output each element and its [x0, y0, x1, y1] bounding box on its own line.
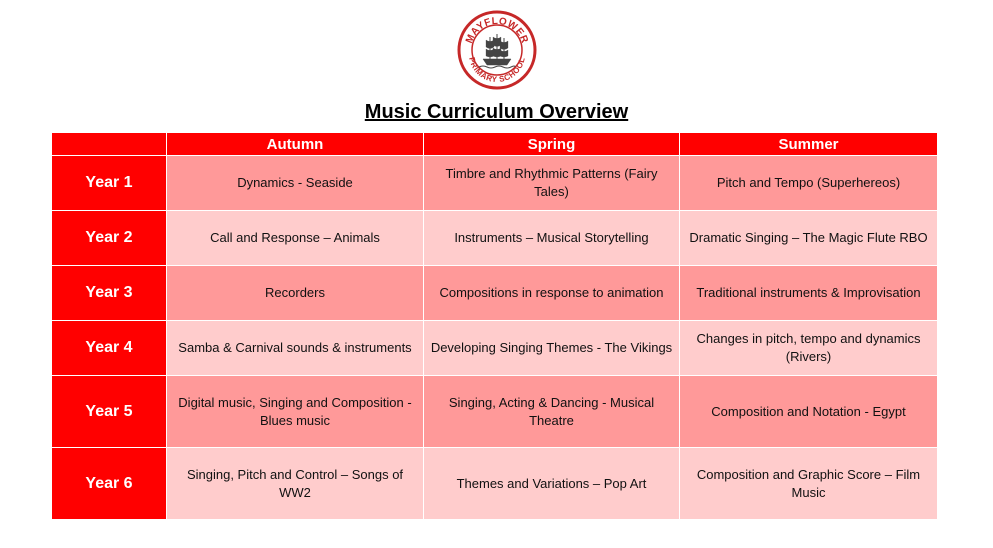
row-header-year: Year 5	[52, 376, 167, 448]
table-row	[52, 266, 938, 321]
header-row	[52, 133, 938, 156]
column-header-autumn: Autumn	[167, 133, 424, 156]
row-header-year: Year 3	[52, 266, 167, 321]
spring-topic-cell: Developing Singing Themes - The Vikings	[424, 321, 680, 376]
table-row	[52, 321, 938, 376]
row-header-year: Year 2	[52, 211, 167, 266]
spring-topic-cell: Timbre and Rhythmic Patterns (Fairy Tales)	[424, 156, 680, 211]
header-corner-cell	[52, 133, 167, 156]
table-row	[52, 376, 938, 448]
column-header-summer: Summer	[680, 133, 938, 156]
summer-topic-cell: Traditional instruments & Improvisation	[680, 266, 938, 321]
page-title: Music Curriculum Overview	[364, 101, 629, 123]
summer-topic-cell: Pitch and Tempo (Superhereos)	[680, 156, 938, 211]
spring-topic-cell: Instruments – Musical Storytelling	[424, 211, 680, 266]
table-row	[52, 211, 938, 266]
table-row	[52, 156, 938, 211]
autumn-topic-cell: Recorders	[167, 266, 424, 321]
summer-topic-cell: Changes in pitch, tempo and dynamics (Rivers)	[680, 321, 938, 376]
autumn-topic-cell: Dynamics - Seaside	[167, 156, 424, 211]
row-header-year: Year 6	[52, 448, 167, 520]
spring-topic-cell: Singing, Acting & Dancing - Musical Theatre	[424, 376, 680, 448]
curriculum-table	[51, 132, 938, 520]
summer-topic-cell: Composition and Notation - Egypt	[680, 376, 938, 448]
column-header-spring: Spring	[424, 133, 680, 156]
autumn-topic-cell: Digital music, Singing and Composition - Blues music	[167, 376, 424, 448]
summer-topic-cell: Composition and Graphic Score – Film Music	[680, 448, 938, 520]
row-header-year: Year 1	[52, 156, 167, 211]
row-header-year: Year 4	[52, 321, 167, 376]
logo-bottom-text: PRIMARY SCHOOL	[467, 56, 527, 85]
logo-top-text: MAYFLOWER	[463, 15, 530, 46]
table-row	[52, 448, 938, 520]
spring-topic-cell: Themes and Variations – Pop Art	[424, 448, 680, 520]
autumn-topic-cell: Call and Response – Animals	[167, 211, 424, 266]
school-logo	[457, 10, 537, 90]
spring-topic-cell: Compositions in response to animation	[424, 266, 680, 321]
autumn-topic-cell: Singing, Pitch and Control – Songs of WW2	[167, 448, 424, 520]
autumn-topic-cell: Samba & Carnival sounds & instruments	[167, 321, 424, 376]
summer-topic-cell: Dramatic Singing – The Magic Flute RBO	[680, 211, 938, 266]
